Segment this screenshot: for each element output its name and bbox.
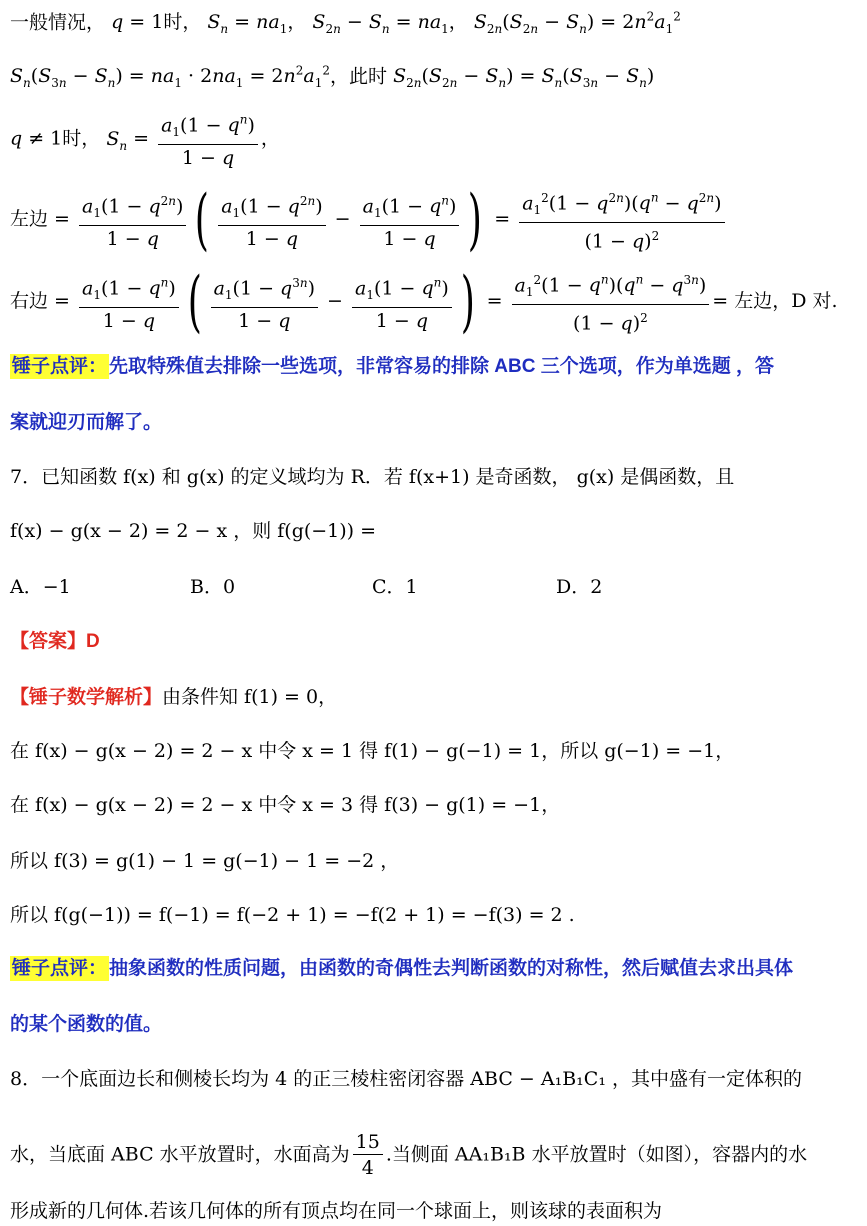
option-d: D．2 [556, 576, 603, 598]
comment-text: 的某个函数的值。 [10, 1014, 163, 1035]
comment-label: 锤子点评： [12, 356, 108, 377]
fraction: $\frac{a_1(1 - q^{2n})}{1 - q}$ [79, 189, 186, 252]
comment-7-line-1 [10, 954, 861, 984]
solution-left-side: 左边 = $\frac{a_1(1 - q^{2n})}{1 - q}$ ( $\frac{a_1(1 - q^{2n})}{1 - q}$ − $\frac{a_1(1 - q^n)}{1 - q}$ ) = $\frac{a_1^2(1 - q^{2n})(q^n - q^{2n})}{(1 - q)^2}$ [10, 186, 861, 254]
math-sn-expression: $S_n(S_{3n} - S_n) = na_1 \cdot 2na_1 = 2n^2a_1^2$ [10, 64, 331, 91]
num: 15 [353, 1130, 383, 1155]
answer-label: 【答案】 [10, 631, 87, 652]
question-7-stem-2 [10, 516, 861, 546]
question-8-line-3 [10, 1196, 861, 1226]
question-8-line-1 [10, 1064, 861, 1094]
comment-6-line-2 [10, 408, 861, 438]
left-label: 左边 [10, 208, 49, 231]
fraction-sn: $\frac{a_1(1 - q^n)}{1 - q}$ [158, 108, 258, 171]
fraction: $\frac{a_1(1 - q^n)}{1 - q}$ [352, 271, 452, 334]
solution-line-1 [10, 2, 861, 44]
fraction: $\frac{a_1(1 - q^n)}{1 - q}$ [360, 189, 460, 252]
analysis-step-1 [10, 736, 861, 766]
analysis-label: 【锤子数学解析】 [10, 687, 163, 708]
den: 4 [361, 1157, 374, 1179]
question-8-line-2 [10, 1130, 861, 1181]
comment-text: 抽象函数的性质问题，由函数的奇偶性去判断函数的对称性，然后赋值去求出具体 [109, 958, 794, 979]
question-8-line-2: 水，当底面 ABC 水平放置时，水面高为 [10, 1143, 350, 1166]
analysis-step-4 [10, 900, 861, 930]
analysis-step-2 [10, 790, 861, 820]
fraction: $\frac{a_1^2(1 - q^n)(q^n - q^{3n})}{(1 - q)^2}$ [512, 268, 710, 336]
line-prefix: 一般情况， [10, 11, 106, 34]
analysis-line [10, 682, 861, 713]
solution-line-3: q ≠ 1时， $S_n$ = $\frac{a_1(1 - q^n)}{1 - q}$ ， [10, 108, 861, 171]
comment-text: 先取特殊值去排除一些选项，非常容易的排除 ABC 三个选项，作为单选题 ，答 [109, 356, 775, 377]
right-label: 右边 [10, 290, 49, 313]
question-8-line-1: 8．一个底面边长和侧棱长均为 4 的正三棱柱密闭容器 ABC − A₁B₁C₁ ，其中盛有一定体积的 [10, 1068, 802, 1090]
right-suffix: = 左边，D 对. [712, 290, 838, 313]
line-suffix: ，此时 [330, 65, 388, 88]
fraction: $\frac{a_1(1 - q^n)}{1 - q}$ [79, 271, 179, 334]
fraction: $\frac{a_1(1 - q^{3n})}{1 - q}$ [211, 271, 318, 334]
paren: ( [187, 263, 202, 341]
comment-label: 锤子点评： [12, 958, 108, 979]
comment-6-line-1 [10, 352, 861, 382]
math-q-neq-1: q ≠ 1时， [10, 127, 101, 150]
span: 在 f(x) − g(x − 2) = 2 − x 中令 x = 3 得 f(3) − g(1) = −1， [10, 794, 561, 816]
analysis-intro: 由条件知 f(1) = 0， [162, 686, 338, 708]
answer-line [10, 626, 861, 657]
math-q-eq-1: q = 1时， $S_n = na_1$， $S_{2n} - S_n = na_1$， $S_{2n}(S_{2n} - S_n) = 2n^2a_1^2$ [111, 10, 681, 37]
option-a: A．−1 [10, 576, 71, 598]
span: 所以 f(g(−1)) = f(−1) = f(−2 + 1) = −f(2 + 1) = −f(3) = 2 . [10, 904, 575, 926]
math-equality: $S_{2n}(S_{2n} - S_n) = S_n(S_{3n} - S_n)$ [393, 65, 655, 91]
fraction: $\frac{a_1(1 - q^{2n})}{1 - q}$ [218, 189, 325, 252]
paren: ) [468, 181, 483, 259]
question-8-line-3: 形成新的几何体.若该几何体的所有顶点均在同一个球面上，则该球的表面积为 [10, 1200, 663, 1222]
solution-right-side: 右边 = $\frac{a_1(1 - q^n)}{1 - q}$ ( $\frac{a_1(1 - q^{3n})}{1 - q}$ − $\frac{a_1(1 - q^n)}{1 - q}$ ) = $\frac{a_1^2(1 - q^n)(q^n - q^{3n})}{(1 - q)^2}$ = 左边，D 对. [10, 263, 838, 341]
option-c: C．1 [372, 576, 418, 598]
fraction: $\frac{a_1^2(1 - q^{2n})(q^n - q^{2n})}{(1 - q)^2}$ [519, 186, 724, 254]
question-8-line-2: .当侧面 AA₁B₁B 水平放置时（如图），容器内的水 [385, 1143, 808, 1166]
span: 在 f(x) − g(x − 2) = 2 − x 中令 x = 1 得 f(1) − g(−1) = 1，所以 g(−1) = −1， [10, 740, 735, 762]
fraction-15-4 [353, 1130, 383, 1181]
question-7-stem-2: f(x) − g(x − 2) = 2 − x ，则 f(g(−1)) = [10, 520, 377, 542]
span: 所以 f(3) = g(1) − 1 = g(−1) − 1 = −2 ， [10, 850, 400, 872]
solution-line-2 [10, 56, 861, 98]
paren: ) [460, 263, 475, 341]
question-7-stem-1 [10, 462, 861, 492]
comment-7-line-2 [10, 1010, 861, 1040]
analysis-step-3 [10, 846, 861, 876]
option-b: B．0 [190, 576, 236, 598]
question-7-stem-1: 7．已知函数 f(x) 和 g(x) 的定义域均为 R．若 f(x+1) 是奇函数， g(x) 是偶函数，且 [10, 466, 735, 488]
paren: ( [195, 181, 210, 259]
answer-value: D [86, 631, 100, 652]
comment-text: 案就迎刃而解了。 [10, 412, 163, 433]
